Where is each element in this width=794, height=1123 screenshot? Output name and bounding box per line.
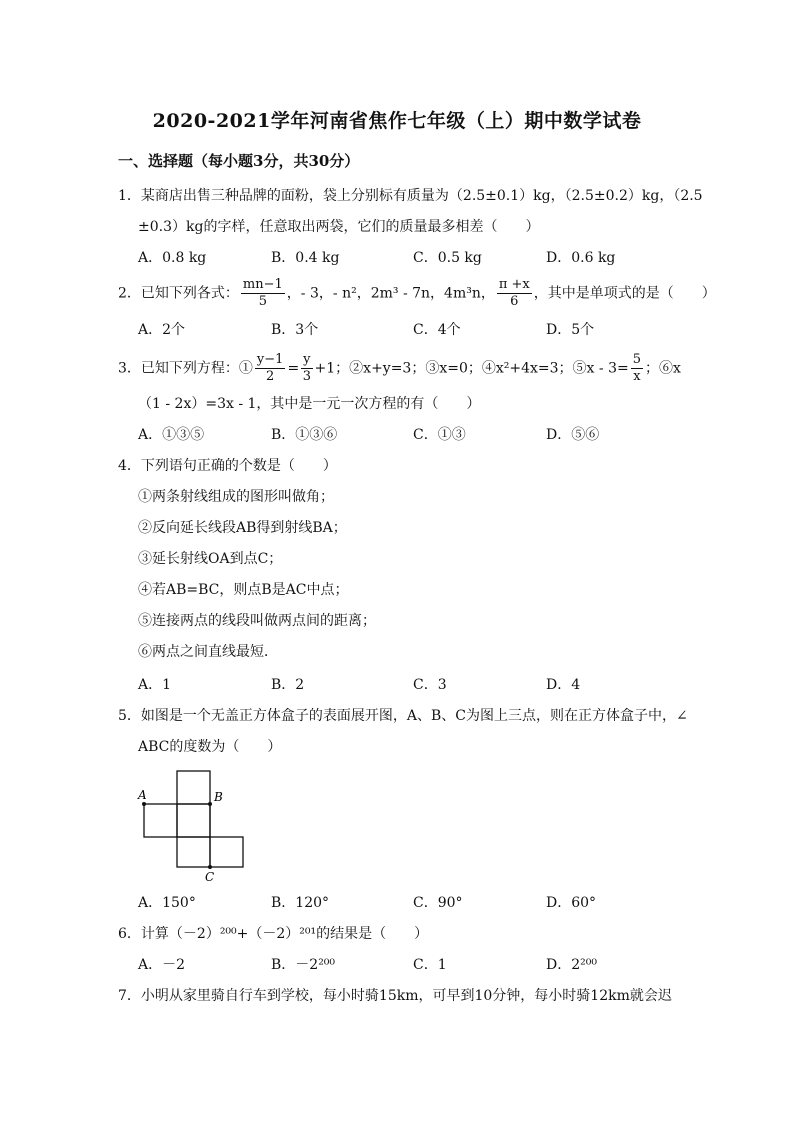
- q3-prefix: 3．已知下列方程：①: [118, 360, 253, 377]
- q3-mid: +1；②x+y=3；③x=0；④x²+4x=3；⑤x - 3=: [314, 360, 629, 377]
- q5-option-d: D．60°: [546, 895, 597, 911]
- q4-option-a: A．1: [138, 677, 172, 693]
- q2-option-d: D．5个: [546, 322, 595, 338]
- q1-option-a: A．0.8 kg: [138, 250, 207, 266]
- q6-option-d: D．2²⁰⁰: [546, 957, 597, 973]
- q1-line1: 1．某商店出售三种品牌的面粉，袋上分别标有质量为（2.5±0.1）kg，（2.5±0.2）kg，（2.5: [118, 188, 703, 204]
- point-b: [208, 802, 212, 806]
- label-a: A: [138, 788, 147, 802]
- net-square: [210, 837, 243, 867]
- q3-f3-den: x: [633, 369, 641, 384]
- q2-f1-den: 5: [258, 294, 267, 309]
- q2-mid: ，- 3，- n²，2m³ - 7n，4m³n，: [286, 285, 495, 302]
- q7-line1: 7．小明从家里骑自行车到学校，每小时骑15km，可早到10分钟，每小时骑12km就会迟: [118, 988, 672, 1004]
- q3-eq: =: [287, 360, 300, 377]
- q3-option-c: C．①③: [413, 427, 466, 443]
- net-square: [177, 804, 210, 837]
- page-title: 2020-2021学年河南省焦作七年级（上）期中数学试卷: [152, 110, 642, 132]
- q1-option-d: D．0.6 kg: [546, 250, 616, 266]
- q6-option-b: B．－2²⁰⁰: [271, 957, 336, 973]
- q3-suffix: ；⑥x: [645, 360, 681, 377]
- q2-suffix: ，其中是单项式的是（ ）: [533, 285, 716, 302]
- q2-f1-num: mn−1: [242, 277, 283, 292]
- q5-line1: 5．如图是一个无盖正方体盒子的表面展开图，A、B、C为图上三点，则在正方体盒子中，∠: [118, 708, 688, 724]
- q5-option-c: C．90°: [413, 895, 463, 911]
- q3-fraction-1: [255, 352, 286, 385]
- q2-line: [118, 277, 716, 310]
- q6-option-c: C．1: [413, 957, 447, 973]
- q3-f3-num: 5: [632, 352, 641, 367]
- q4-option-c: C．3: [413, 677, 447, 693]
- q3-f1-num: y−1: [256, 352, 284, 367]
- q2-f2-num: π +x: [498, 277, 530, 292]
- net-square: [177, 837, 210, 867]
- q4-item-6: ⑥两点之间直线最短．: [138, 644, 278, 660]
- q6-option-a: A．－2: [138, 957, 186, 973]
- q1-line2: ±0.3）kg的字样，任意取出两袋，它们的质量最多相差（ ）: [138, 219, 540, 235]
- cube-net-figure: [130, 765, 260, 890]
- q6-line: 6．计算（－2）²⁰⁰+（－2）²⁰¹的结果是（ ）: [118, 926, 429, 942]
- q3-fraction-3: [631, 352, 643, 385]
- q4-item-1: ①两条射线组成的图形叫做角；: [138, 489, 334, 505]
- q3-line2: （1 - 2x）=3x - 1，其中是一元一次方程的有（ ）: [138, 396, 481, 412]
- point-a: [142, 802, 146, 806]
- q1-option-b: B．0.4 kg: [271, 250, 340, 266]
- q4-option-d: D．4: [546, 677, 581, 693]
- q3-option-d: D．⑤⑥: [546, 427, 600, 443]
- q3-option-b: B．①③⑥: [271, 427, 338, 443]
- q4-option-b: B．2: [271, 677, 305, 693]
- q3-f2-den: 3: [302, 369, 311, 384]
- q3-f2-num: y: [303, 352, 311, 367]
- q4-item-2: ②反向延长线段AB得到射线BA；: [138, 520, 347, 536]
- q2-f2-den: 6: [510, 294, 519, 309]
- section-heading: 一、选择题（每小题3分，共30分）: [118, 152, 360, 170]
- q2-option-b: B．3个: [271, 322, 319, 338]
- q3-fraction-2: [301, 352, 312, 385]
- q4-item-3: ③延长射线OA到点C；: [138, 551, 283, 567]
- net-square: [144, 804, 177, 837]
- q2-fraction-1: [241, 277, 285, 310]
- q2-fraction-2: [497, 277, 532, 310]
- net-square: [177, 771, 210, 804]
- q3-option-a: A．①③⑤: [138, 427, 205, 443]
- q3-f1-den: 2: [266, 369, 275, 384]
- q4-item-5: ⑤连接两点的线段叫做两点间的距离；: [138, 613, 376, 629]
- q5-option-a: A．150°: [138, 895, 196, 911]
- q1-option-c: C．0.5 kg: [413, 250, 482, 266]
- label-b: B: [214, 790, 223, 804]
- label-c: C: [205, 870, 215, 884]
- point-c: [208, 865, 212, 869]
- q5-line2: ABC的度数为（ ）: [138, 739, 282, 755]
- q4-item-4: ④若AB=BC，则点B是AC中点；: [138, 582, 349, 598]
- q2-prefix: 2．已知下列各式：: [118, 285, 239, 302]
- q2-option-a: A．2个: [138, 322, 186, 338]
- q3-line1: [118, 352, 681, 385]
- q2-option-c: C．4个: [413, 322, 461, 338]
- q5-option-b: B．120°: [271, 895, 330, 911]
- q4-stem: 4．下列语句正确的个数是（ ）: [118, 458, 337, 474]
